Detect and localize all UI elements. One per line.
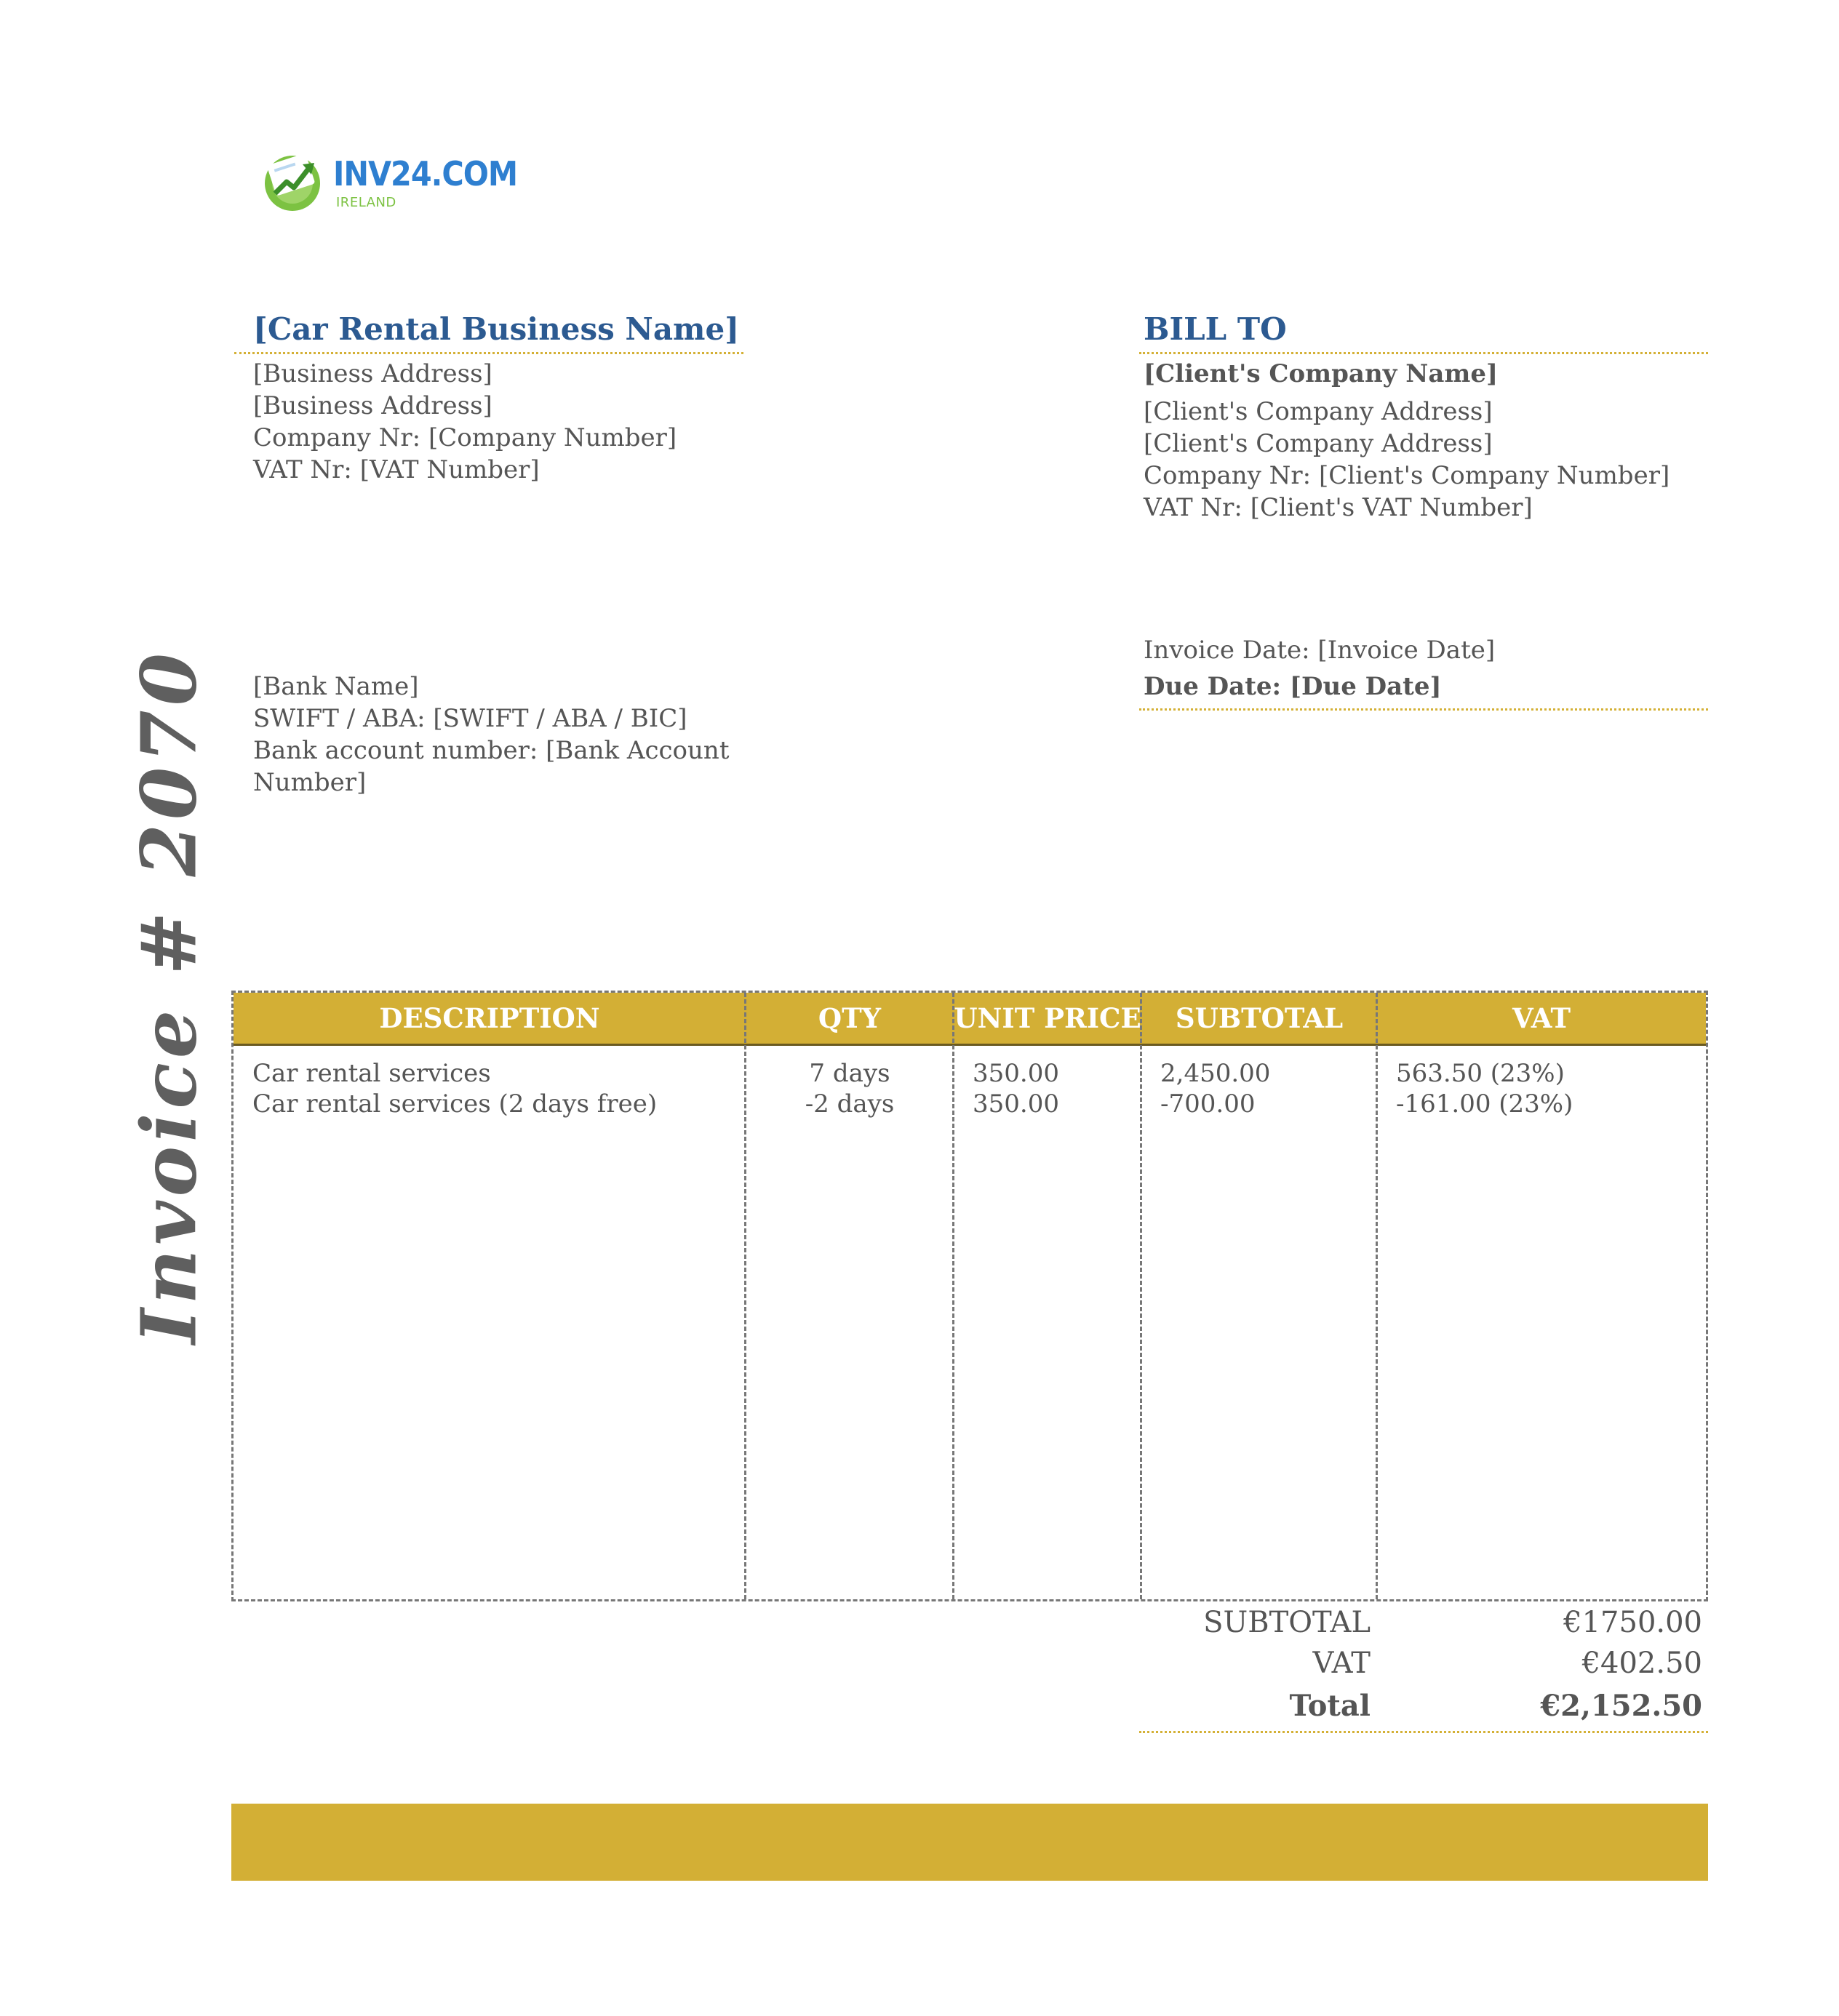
total-divider bbox=[1139, 1731, 1708, 1733]
row-1-vat: 563.50 (23%) bbox=[1396, 1059, 1565, 1088]
logo-text: INV24.COM bbox=[333, 154, 518, 193]
bill-to-divider bbox=[1139, 352, 1708, 354]
bill-to-heading: BILL TO bbox=[1144, 311, 1287, 347]
client-company-number: Company Nr: [Client's Company Number] bbox=[1144, 461, 1670, 490]
total-label: Total bbox=[1289, 1689, 1371, 1723]
items-table bbox=[231, 991, 1708, 1601]
vat-label: VAT bbox=[1312, 1647, 1371, 1680]
subtotal-value: €1750.00 bbox=[1563, 1606, 1702, 1639]
dates-divider bbox=[1139, 708, 1708, 711]
footer-bar bbox=[231, 1804, 1708, 1881]
vat-value: €402.50 bbox=[1581, 1647, 1702, 1680]
bill-to-details bbox=[1144, 358, 1670, 524]
row-2-qty: -2 days bbox=[805, 1089, 895, 1119]
invoice-number-vertical: Invoice # 2070 bbox=[124, 648, 214, 1345]
column-divider bbox=[1140, 993, 1142, 1599]
bank-name: [Bank Name] bbox=[253, 672, 419, 701]
row-2-description: Car rental services (2 days free) bbox=[252, 1089, 658, 1119]
invoice-dates bbox=[1144, 634, 1495, 703]
header-unit-price: UNIT PRICE bbox=[954, 1002, 1141, 1034]
total-value: €2,152.50 bbox=[1540, 1689, 1702, 1723]
client-vat-number: VAT Nr: [Client's VAT Number] bbox=[1144, 493, 1533, 522]
bank-account-number: Bank account number: [Bank Account bbox=[253, 736, 730, 765]
company-logo bbox=[260, 145, 518, 218]
bank-account-number-cont: Number] bbox=[253, 768, 367, 797]
row-1-description: Car rental services bbox=[252, 1059, 491, 1088]
column-divider bbox=[1376, 993, 1378, 1599]
client-address-line-2: [Client's Company Address] bbox=[1144, 429, 1493, 458]
row-2-unit-price: 350.00 bbox=[973, 1089, 1059, 1119]
table-header-row bbox=[234, 993, 1706, 1046]
logo-subtext: IRELAND bbox=[336, 195, 396, 210]
business-name: [Car Rental Business Name] bbox=[253, 311, 740, 347]
client-address-line-1: [Client's Company Address] bbox=[1144, 397, 1493, 426]
subtotal-label: SUBTOTAL bbox=[1203, 1606, 1371, 1639]
bank-details bbox=[253, 671, 729, 799]
row-1-qty: 7 days bbox=[809, 1059, 890, 1088]
logo-mark-icon bbox=[260, 148, 324, 212]
header-subtotal: SUBTOTAL bbox=[1175, 1002, 1344, 1034]
header-vat: VAT bbox=[1512, 1002, 1571, 1034]
row-1-unit-price: 350.00 bbox=[973, 1059, 1059, 1088]
business-vat-number: VAT Nr: [VAT Number] bbox=[253, 455, 540, 484]
due-date: Due Date: [Due Date] bbox=[1144, 672, 1442, 701]
row-2-vat: -161.00 (23%) bbox=[1396, 1089, 1573, 1119]
bank-swift: SWIFT / ABA: [SWIFT / ABA / BIC] bbox=[253, 704, 687, 733]
row-1-subtotal: 2,450.00 bbox=[1160, 1059, 1271, 1088]
business-divider bbox=[234, 352, 743, 354]
business-address-line-2: [Business Address] bbox=[253, 391, 492, 420]
client-company-name: [Client's Company Name] bbox=[1144, 359, 1499, 388]
row-2-subtotal: -700.00 bbox=[1160, 1089, 1256, 1119]
business-company-number: Company Nr: [Company Number] bbox=[253, 423, 677, 452]
header-qty: QTY bbox=[818, 1002, 882, 1034]
business-details bbox=[253, 358, 677, 486]
invoice-date: Invoice Date: [Invoice Date] bbox=[1144, 636, 1496, 665]
business-address-line-1: [Business Address] bbox=[253, 359, 492, 388]
header-description: DESCRIPTION bbox=[379, 1002, 600, 1034]
